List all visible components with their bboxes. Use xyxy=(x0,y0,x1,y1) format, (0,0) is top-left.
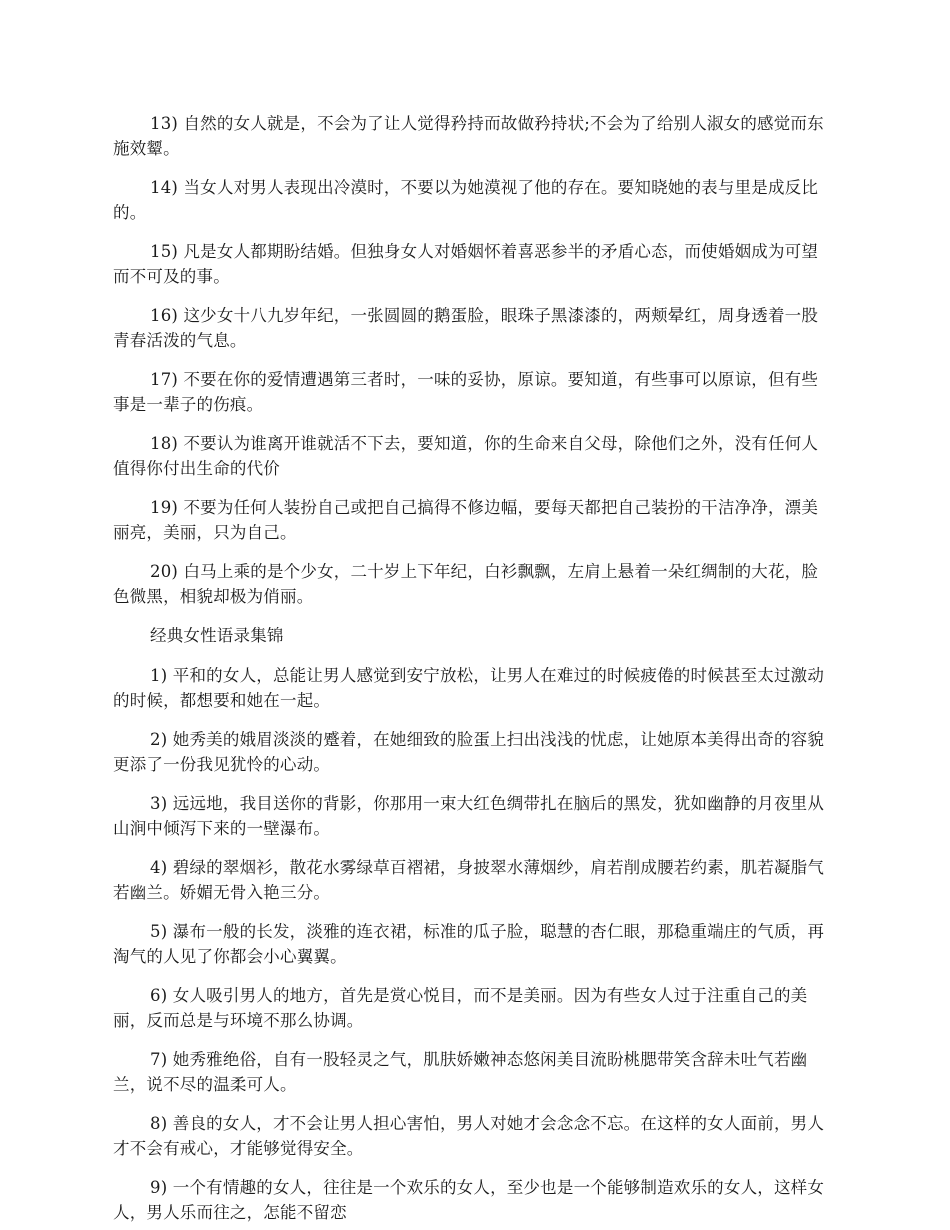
quote-19: 19) 不要为任何人装扮自己或把自己搞得不修边幅，要每天都把自己装扮的干洁净净，漂美丽亮，美丽，只为自己。 xyxy=(113,498,819,542)
quote-8: 8) 善良的女人，才不会让男人担心害怕，男人对她才会念念不忘。在这样的女人面前，男人才不会有戒心，才能够觉得安全。 xyxy=(113,1114,825,1158)
quote-15: 15) 凡是女人都期盼结婚。但独身女人对婚姻怀着喜恶参半的矛盾心态，而使婚姻成为可望而不可及的事。 xyxy=(113,242,819,286)
quote-5: 5) 瀑布一般的长发，淡雅的连衣裙，标准的瓜子脸，聪慧的杏仁眼，那稳重端庄的气质，再淘气的人见了你都会小心翼翼。 xyxy=(113,922,825,966)
quote-16: 16) 这少女十八九岁年纪，一张圆圆的鹅蛋脸，眼珠子黑漆漆的，两颊晕红，周身透着一股青春活泼的气息。 xyxy=(113,306,819,350)
quote-14: 14) 当女人对男人表现出冷漠时，不要以为她漠视了他的存在。要知晓她的表与里是成反比的。 xyxy=(113,178,819,222)
quote-1: 1) 平和的女人，总能让男人感觉到安宁放松，让男人在难过的时候疲倦的时候甚至太过激动的时候，都想要和她在一起。 xyxy=(113,666,825,710)
quote-17: 17) 不要在你的爱情遭遇第三者时，一味的妥协，原谅。要知道，有些事可以原谅，但有些事是一辈子的伤痕。 xyxy=(113,370,819,414)
quote-7: 7) 她秀雅绝俗，自有一股轻灵之气，肌肤娇嫩神态悠闲美目流盼桃腮带笑含辞未吐气若幽兰，说不尽的温柔可人。 xyxy=(113,1050,808,1094)
quote-18: 18) 不要认为谁离开谁就活不下去，要知道，你的生命来自父母，除他们之外，没有任何人值得你付出生命的代价 xyxy=(113,434,819,478)
quote-2: 2) 她秀美的娥眉淡淡的蹙着，在她细致的脸蛋上扫出浅浅的忧虑，让她原本美得出奇的容貌更添了一份我见犹怜的心动。 xyxy=(113,730,825,774)
quote-4: 4) 碧绿的翠烟衫，散花水雾绿草百褶裙，身披翠水薄烟纱，肩若削成腰若约素，肌若凝脂气若幽兰。娇媚无骨入艳三分。 xyxy=(113,858,825,902)
quote-9: 9) 一个有情趣的女人，往往是一个欢乐的女人，至少也是一个能够制造欢乐的女人，这样女人，男人乐而往之，怎能不留恋 xyxy=(113,1178,825,1222)
section-heading: 经典女性语录集锦 xyxy=(150,626,284,645)
quote-3: 3) 远远地，我目送你的背影，你那用一束大红色绸带扎在脑后的黑发，犹如幽静的月夜里从山涧中倾泻下来的一壁瀑布。 xyxy=(113,794,825,838)
quote-20: 20) 白马上乘的是个少女，二十岁上下年纪，白衫飘飘，左肩上悬着一朵红绸制的大花，脸色微黑，相貌却极为俏丽。 xyxy=(113,562,819,606)
quote-13: 13) 自然的女人就是，不会为了让人觉得矜持而故做矜持状;不会为了给别人淑女的感觉而东施效颦。 xyxy=(113,114,824,158)
quote-6: 6) 女人吸引男人的地方，首先是赏心悦目，而不是美丽。因为有些女人过于注重自己的美丽，反而总是与环境不那么协调。 xyxy=(113,986,808,1030)
